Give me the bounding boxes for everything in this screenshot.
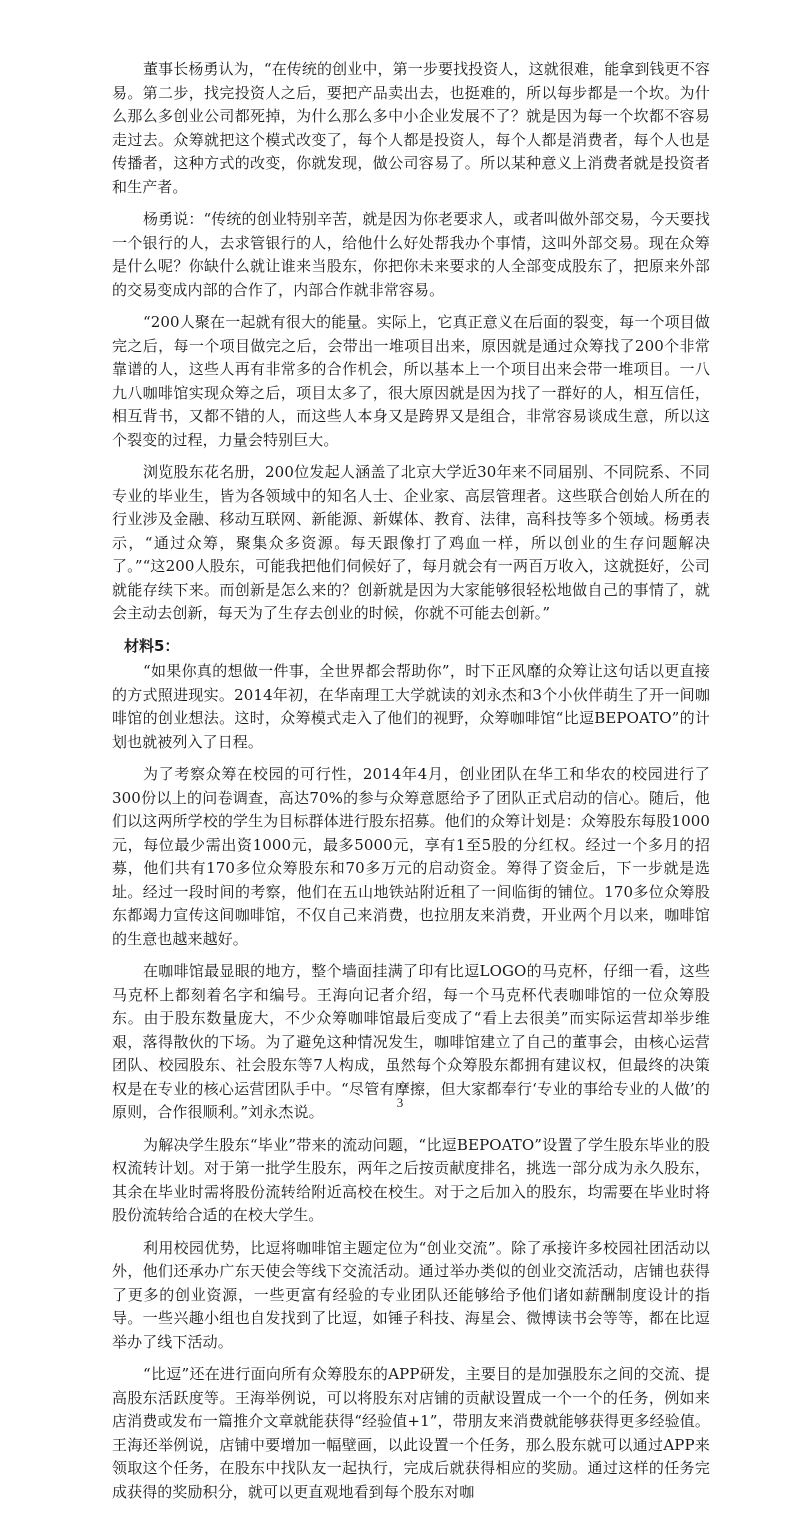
paragraph-crowdfunding-intro: “如果你真的想做一件事，全世界都会帮助你”，时下正风靡的众筹让这句话以更直接的方式照进现实。2014年初，在华南理工大学就读的刘永杰和3个小伙伴萌生了开一间咖啡馆的创业想法。这时，众筹模式走入了他们的视野，众筹咖啡馆“比逗BEPOATO”的计划也就被列入了日程。 xyxy=(112,662,710,751)
paragraph-yang-yong-says: 杨勇说：“传统的创业特别辛苦，就是因为你老要求人，或者叫做外部交易，今天要找一个银行的人，去求管银行的人，给他什么好处帮我办个事情，这叫外部交易。现在众筹是什么呢？你缺什么就让谁来当股东，你把你未来要求的人全部变成股东了，把原来外部的交易变成内部的合作了，内部合作就非常容易。 xyxy=(112,210,710,299)
paragraph-graduation-plan: 为解决学生股东“毕业”带来的流动问题，“比逗BEPOATO”设置了学生股东毕业的股权流转计划。对于第一批学生股东，两年之后按贡献度排名，挑选一部分成为永久股东，其余在毕业时需将股份流转给附近高校在校生。对于之后加入的股东，均需要在毕业时将股份流转给合适的在校大学生。 xyxy=(112,1135,710,1224)
paragraph-yang-yong-view: 董事长杨勇认为，“在传统的创业中，第一步要找投资人，这就很难，能拿到钱更不容易。第二步，找完投资人之后，要把产品卖出去，也挺难的，所以每步都是一个坎。为什么那么多创业公司都死掉，为什么那么多中小企业发展不了？就是因为每一个坎都不容易走过去。众筹就把这个模式改变了，每个人都是投资人，每个人都是消费者，每个人也是传播者，这种方式的改变，你就发现，做公司容易了。所以某种意义上消费者就是投资者和生产者。 xyxy=(112,60,710,196)
paragraph-mug-wall: 在咖啡馆最显眼的地方，整个墙面挂满了印有比逗LOGO的马克杯，仔细一看，这些马克杯上都刻着名字和编号。王海向记者介绍，每一个马克杯代表咖啡馆的一位众筹股东。由于股东数量庞大，不少众筹咖啡馆最后变成了“看上去很美”而实际运营却举步维艰，落得散伙的下场。为了避免这种情况发生，咖啡馆建立了自己的董事会，由核心运营团队、校园股东、社会股东等7人构成，虽然每个众筹股东都拥有建议权，但最终的决策权是在专业的核心运营团队手中。“尽管有摩擦，但大家都奉行‘专业的事给专业的人做’的原则，合作很顺利。”刘永杰说。 xyxy=(112,962,710,1121)
page-number: 3 xyxy=(396,1095,404,1110)
paragraph-campus-advantage: 利用校园优势，比逗将咖啡馆主题定位为“创业交流”。除了承接许多校园社团活动以外，他们还承办广东天使会等线下交流活动。通过举办类似的创业交流活动，店铺也获得了更多的创业资源，一些更富有经验的专业团队还能够给予他们诸如薪酬制度设计的指导。一些兴趣小组也自发找到了比逗，如锤子科技、海星会、微博读书会等等，都在比逗举办了线下活动。 xyxy=(112,1238,710,1351)
section-heading-material-5: 材料5： xyxy=(124,636,180,655)
paragraph-200-people: “200人聚在一起就有很大的能量。实际上，它真正意义在后面的裂变，每一个项目做完之后，每一个项目做完之后，会带出一堆项目出来，原因就是通过众筹找了200个非常靠谱的人，这些人再有非常多的合作机会，所以基本上一个项目出来会带一堆项目。一八九八咖啡馆实现众筹之后，项目太多了，很大原因就是因为找了一群好的人，相互信任，相互背书，又都不错的人，而这些人本身又是跨界又是组合，非常容易谈成生意，所以这个裂变的过程，力量会特别巨大。 xyxy=(112,313,710,449)
paragraph-app-development: “比逗”还在进行面向所有众筹股东的APP研发，主要目的是加强股东之间的交流、提高股东活跃度等。王海举例说，可以将股东对店铺的贡献设置成一个一个的任务，例如来店消费或发布一篇推介文章就能获得“经验值+1”，带朋友来消费就能够获得更多经验值。王海还举例说，店铺中要增加一幅壁画，以此设置一个任务，那么股东就可以通过APP来领取这个任务，在股东中找队友一起执行，完成后就获得相应的奖励。通过这样的任务完成获得的奖励积分，就可以更直观地看到每个股东对咖 xyxy=(112,1365,710,1501)
page-body xyxy=(112,58,710,1513)
paragraph-shareholder-roster: 浏览股东花名册，200位发起人涵盖了北京大学近30年来不同届别、不同院系、不同专业的毕业生，皆为各领域中的知名人士、企业家、高层管理者。这些联合创始人所在的行业涉及金融、移动互联网、新能源、新媒体、教育、法律，高科技等多个领域。杨勇表示，“通过众筹，聚集众多资源。每天跟像打了鸡血一样，所以创业的生存问题解决了。”“这200人股东，可能我把他们伺候好了，每月就会有一两百万收入，这就挺好，公司就能存续下来。而创新是怎么来的？创新就是因为大家能够很轻松地做自己的事情了，就会主动去创新，每天为了生存去创业的时候，你就不可能去创新。” xyxy=(112,463,710,622)
paragraph-feasibility-survey: 为了考察众筹在校园的可行性，2014年4月，创业团队在华工和华农的校园进行了300份以上的问卷调查，高达70%的参与众筹意愿给予了团队正式启动的信心。随后，他们以这两所学校的学生为目标群体进行股东招募。他们的众筹计划是：众筹股东每股1000元，每位最少需出资1000元，最多5000元，享有1至5股的分红权。经过一个多月的招募，他们共有170多位众筹股东和70多万元的启动资金。筹得了资金后，下一步就是选址。经过一段时间的考察，他们在五山地铁站附近租了一间临街的铺位。170多位众筹股东都竭力宣传这间咖啡馆，不仅自己来消费，也拉朋友来消费，开业两个月以来，咖啡馆的生意也越来越好。 xyxy=(112,765,710,948)
